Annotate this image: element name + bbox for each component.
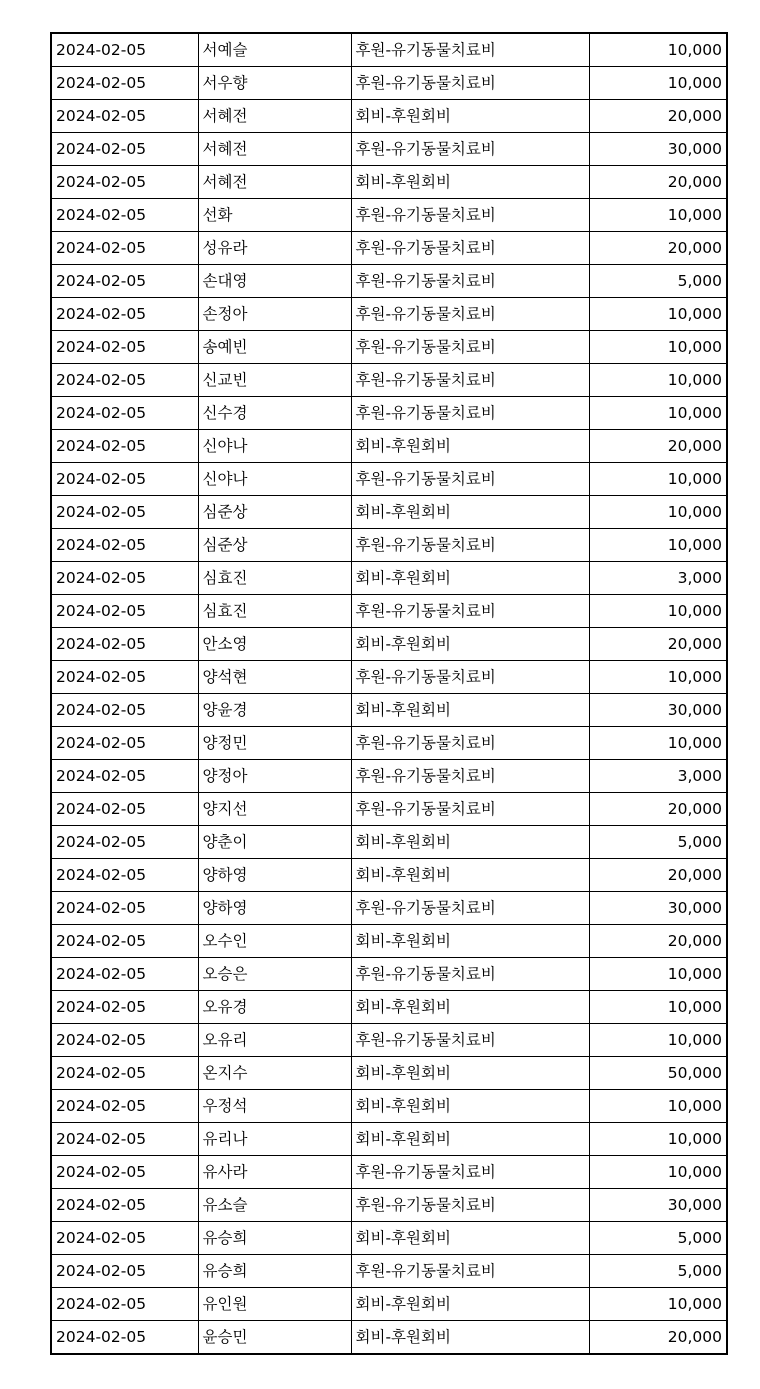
table-row [51,1321,727,1355]
amount-cell: 30,000 [589,694,727,727]
name-cell: 신수경 [198,397,351,430]
name-cell: 심준상 [198,496,351,529]
amount-cell: 20,000 [589,1321,727,1355]
category-cell: 후원-유기동물치료비 [351,1024,589,1057]
category-cell: 회비-후원회비 [351,1288,589,1321]
category-cell: 회비-후원회비 [351,1090,589,1123]
amount-cell: 20,000 [589,100,727,133]
table-row [51,166,727,199]
name-cell: 유승희 [198,1255,351,1288]
table-row [51,1222,727,1255]
date-cell: 2024-02-05 [51,397,198,430]
date-cell: 2024-02-05 [51,166,198,199]
table-row [51,33,727,67]
name-cell: 유승희 [198,1222,351,1255]
name-cell: 신야나 [198,463,351,496]
category-cell: 회비-후원회비 [351,694,589,727]
name-cell: 서우향 [198,67,351,100]
amount-cell: 10,000 [589,1123,727,1156]
date-cell: 2024-02-05 [51,595,198,628]
amount-cell: 10,000 [589,331,727,364]
name-cell: 송예빈 [198,331,351,364]
name-cell: 신교빈 [198,364,351,397]
amount-cell: 10,000 [589,397,727,430]
amount-cell: 10,000 [589,727,727,760]
name-cell: 손대영 [198,265,351,298]
name-cell: 성유라 [198,232,351,265]
date-cell: 2024-02-05 [51,991,198,1024]
amount-cell: 10,000 [589,958,727,991]
table-row [51,265,727,298]
table-row [51,991,727,1024]
category-cell: 후원-유기동물치료비 [351,298,589,331]
category-cell: 후원-유기동물치료비 [351,364,589,397]
date-cell: 2024-02-05 [51,33,198,67]
table-row [51,331,727,364]
date-cell: 2024-02-05 [51,529,198,562]
amount-cell: 10,000 [589,1288,727,1321]
amount-cell: 30,000 [589,892,727,925]
date-cell: 2024-02-05 [51,562,198,595]
amount-cell: 20,000 [589,859,727,892]
name-cell: 양하영 [198,859,351,892]
category-cell: 후원-유기동물치료비 [351,331,589,364]
amount-cell: 5,000 [589,1255,727,1288]
category-cell: 후원-유기동물치료비 [351,661,589,694]
amount-cell: 10,000 [589,529,727,562]
table-row [51,100,727,133]
ledger-body [51,33,727,1354]
date-cell: 2024-02-05 [51,1189,198,1222]
date-cell: 2024-02-05 [51,463,198,496]
name-cell: 유사라 [198,1156,351,1189]
table-row [51,925,727,958]
date-cell: 2024-02-05 [51,760,198,793]
amount-cell: 20,000 [589,232,727,265]
table-row [51,232,727,265]
table-row [51,1024,727,1057]
category-cell: 회비-후원회비 [351,166,589,199]
table-row [51,67,727,100]
date-cell: 2024-02-05 [51,67,198,100]
amount-cell: 20,000 [589,628,727,661]
name-cell: 양지선 [198,793,351,826]
table-row [51,859,727,892]
amount-cell: 10,000 [589,991,727,1024]
name-cell: 윤승민 [198,1321,351,1355]
category-cell: 후원-유기동물치료비 [351,760,589,793]
name-cell: 양춘이 [198,826,351,859]
date-cell: 2024-02-05 [51,133,198,166]
name-cell: 심준상 [198,529,351,562]
table-row [51,892,727,925]
category-cell: 회비-후원회비 [351,925,589,958]
name-cell: 선화 [198,199,351,232]
table-row [51,298,727,331]
category-cell: 후원-유기동물치료비 [351,727,589,760]
category-cell: 후원-유기동물치료비 [351,33,589,67]
table-row [51,727,727,760]
table-row [51,1057,727,1090]
donation-ledger-table [50,32,728,1355]
name-cell: 양정민 [198,727,351,760]
amount-cell: 10,000 [589,1024,727,1057]
amount-cell: 10,000 [589,463,727,496]
category-cell: 회비-후원회비 [351,628,589,661]
amount-cell: 10,000 [589,496,727,529]
name-cell: 안소영 [198,628,351,661]
table-row [51,595,727,628]
date-cell: 2024-02-05 [51,1321,198,1355]
name-cell: 심효진 [198,562,351,595]
name-cell: 유소슬 [198,1189,351,1222]
name-cell: 오유리 [198,1024,351,1057]
date-cell: 2024-02-05 [51,1255,198,1288]
category-cell: 후원-유기동물치료비 [351,793,589,826]
category-cell: 후원-유기동물치료비 [351,958,589,991]
category-cell: 회비-후원회비 [351,1057,589,1090]
amount-cell: 10,000 [589,33,727,67]
amount-cell: 30,000 [589,133,727,166]
date-cell: 2024-02-05 [51,892,198,925]
date-cell: 2024-02-05 [51,298,198,331]
date-cell: 2024-02-05 [51,232,198,265]
category-cell: 회비-후원회비 [351,991,589,1024]
table-row [51,1156,727,1189]
name-cell: 서예슬 [198,33,351,67]
amount-cell: 10,000 [589,298,727,331]
amount-cell: 3,000 [589,760,727,793]
amount-cell: 20,000 [589,793,727,826]
date-cell: 2024-02-05 [51,1222,198,1255]
amount-cell: 5,000 [589,265,727,298]
table-row [51,1123,727,1156]
table-row [51,958,727,991]
date-cell: 2024-02-05 [51,364,198,397]
table-row [51,463,727,496]
table-row [51,1090,727,1123]
category-cell: 후원-유기동물치료비 [351,1156,589,1189]
category-cell: 회비-후원회비 [351,430,589,463]
name-cell: 서혜전 [198,133,351,166]
category-cell: 후원-유기동물치료비 [351,595,589,628]
table-row [51,133,727,166]
name-cell: 오유경 [198,991,351,1024]
category-cell: 후원-유기동물치료비 [351,397,589,430]
name-cell: 양정아 [198,760,351,793]
category-cell: 회비-후원회비 [351,1321,589,1355]
category-cell: 후원-유기동물치료비 [351,67,589,100]
amount-cell: 10,000 [589,199,727,232]
category-cell: 회비-후원회비 [351,496,589,529]
table-row [51,562,727,595]
category-cell: 회비-후원회비 [351,1222,589,1255]
amount-cell: 10,000 [589,661,727,694]
date-cell: 2024-02-05 [51,430,198,463]
category-cell: 후원-유기동물치료비 [351,232,589,265]
date-cell: 2024-02-05 [51,694,198,727]
category-cell: 후원-유기동물치료비 [351,529,589,562]
table-row [51,496,727,529]
table-row [51,529,727,562]
table-row [51,1288,727,1321]
table-row [51,826,727,859]
date-cell: 2024-02-05 [51,496,198,529]
date-cell: 2024-02-05 [51,265,198,298]
amount-cell: 50,000 [589,1057,727,1090]
amount-cell: 20,000 [589,430,727,463]
date-cell: 2024-02-05 [51,100,198,133]
name-cell: 서혜전 [198,166,351,199]
table-row [51,199,727,232]
category-cell: 후원-유기동물치료비 [351,463,589,496]
name-cell: 유리나 [198,1123,351,1156]
name-cell: 온지수 [198,1057,351,1090]
name-cell: 양석현 [198,661,351,694]
amount-cell: 10,000 [589,1090,727,1123]
name-cell: 서혜전 [198,100,351,133]
table-row [51,430,727,463]
amount-cell: 10,000 [589,595,727,628]
date-cell: 2024-02-05 [51,1288,198,1321]
amount-cell: 5,000 [589,1222,727,1255]
category-cell: 후원-유기동물치료비 [351,1189,589,1222]
date-cell: 2024-02-05 [51,727,198,760]
date-cell: 2024-02-05 [51,1024,198,1057]
amount-cell: 20,000 [589,166,727,199]
table-row [51,628,727,661]
table-row [51,793,727,826]
amount-cell: 5,000 [589,826,727,859]
date-cell: 2024-02-05 [51,1090,198,1123]
name-cell: 오수인 [198,925,351,958]
category-cell: 회비-후원회비 [351,1123,589,1156]
category-cell: 회비-후원회비 [351,826,589,859]
date-cell: 2024-02-05 [51,1057,198,1090]
category-cell: 회비-후원회비 [351,562,589,595]
amount-cell: 20,000 [589,925,727,958]
date-cell: 2024-02-05 [51,925,198,958]
amount-cell: 3,000 [589,562,727,595]
category-cell: 회비-후원회비 [351,859,589,892]
category-cell: 후원-유기동물치료비 [351,1255,589,1288]
amount-cell: 10,000 [589,1156,727,1189]
table-row [51,661,727,694]
name-cell: 심효진 [198,595,351,628]
table-row [51,1189,727,1222]
category-cell: 회비-후원회비 [351,100,589,133]
amount-cell: 10,000 [589,364,727,397]
table-row [51,364,727,397]
name-cell: 양하영 [198,892,351,925]
date-cell: 2024-02-05 [51,859,198,892]
date-cell: 2024-02-05 [51,1156,198,1189]
date-cell: 2024-02-05 [51,1123,198,1156]
name-cell: 양윤경 [198,694,351,727]
category-cell: 후원-유기동물치료비 [351,133,589,166]
category-cell: 후원-유기동물치료비 [351,892,589,925]
table-row [51,760,727,793]
name-cell: 오승은 [198,958,351,991]
name-cell: 손정아 [198,298,351,331]
name-cell: 유인원 [198,1288,351,1321]
amount-cell: 10,000 [589,67,727,100]
table-row [51,1255,727,1288]
date-cell: 2024-02-05 [51,661,198,694]
table-row [51,397,727,430]
date-cell: 2024-02-05 [51,793,198,826]
date-cell: 2024-02-05 [51,331,198,364]
category-cell: 후원-유기동물치료비 [351,265,589,298]
name-cell: 우정석 [198,1090,351,1123]
name-cell: 신야나 [198,430,351,463]
category-cell: 후원-유기동물치료비 [351,199,589,232]
date-cell: 2024-02-05 [51,958,198,991]
amount-cell: 30,000 [589,1189,727,1222]
date-cell: 2024-02-05 [51,628,198,661]
date-cell: 2024-02-05 [51,199,198,232]
date-cell: 2024-02-05 [51,826,198,859]
table-row [51,694,727,727]
